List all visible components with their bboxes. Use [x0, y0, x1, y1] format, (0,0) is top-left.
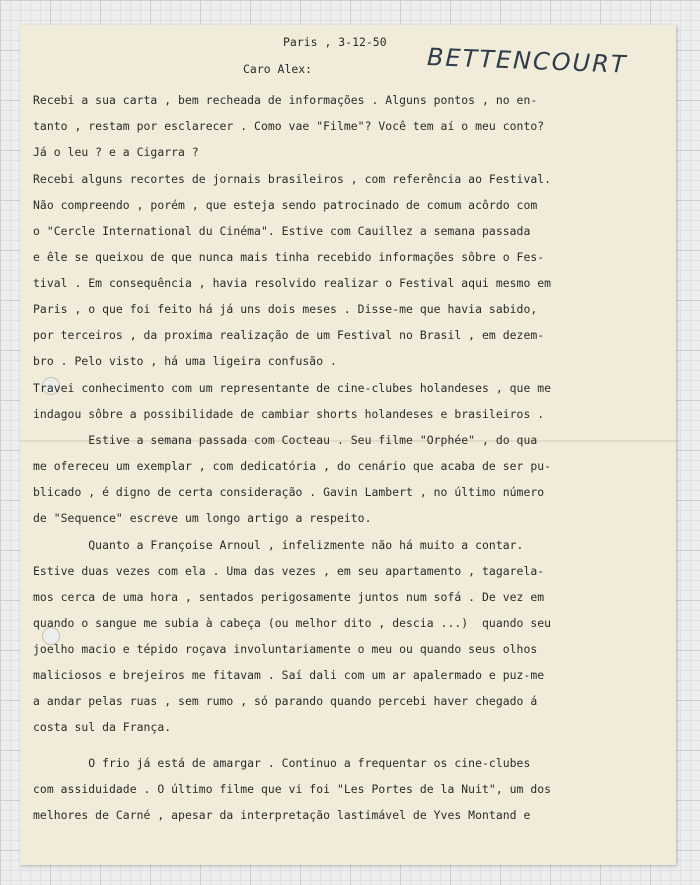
salutation: Caro Alex:: [243, 62, 313, 76]
letter-line: tanto , restam por esclarecer . Como vae "Filme"? Você tem aí o meu conto?: [33, 119, 545, 133]
place-date: Paris , 3-12-50: [283, 35, 387, 49]
letter-line: bro . Pelo visto , há uma ligeira confusão .: [33, 354, 337, 368]
typewritten-letter: [20, 25, 676, 865]
letter-line: blicado , é digno de certa consideração . Gavin Lambert , no último número: [33, 485, 545, 499]
letter-line: Paris , o que foi feito há já uns dois meses . Disse-me que havia sabido,: [33, 302, 538, 316]
letter-line: indagou sôbre a possibilidade de cambiar shorts holandeses e brasileiros .: [33, 407, 545, 421]
letter-line: o "Cercle International du Cinéma". Estive com Cauillez a semana passada: [33, 224, 531, 238]
letter-line: mos cerca de uma hora , sentados perigosamente juntos num sofá . De vez em: [33, 590, 545, 604]
letter-line: Estive a semana passada com Cocteau . Seu filme "Orphée" , do qua: [33, 433, 538, 447]
letter-line: tival . Em consequência , havia resolvido realizar o Festival aqui mesmo em: [33, 276, 552, 290]
letter-line: de "Sequence" escreve um longo artigo a respeito.: [33, 511, 372, 525]
letter-line: com assiduidade . O último filme que vi foi "Les Portes de la Nuit", um dos: [33, 782, 552, 796]
letter-line: por terceiros , da proxima realização de um Festival no Brasil , em dezem-: [33, 328, 545, 342]
letter-line: joelho macio e tépido roçava involuntariamente o meu ou quando seus olhos: [33, 642, 538, 656]
letter-line: Recebi alguns recortes de jornais brasileiros , com referência ao Festival.: [33, 172, 552, 186]
letter-line: Travei conhecimento com um representante de cine-clubes holandeses , que me: [33, 381, 552, 395]
letter-line: maliciosos e brejeiros me fitavam . Saí dali com um ar apalermado e puz-me: [33, 668, 545, 682]
letter-line: a andar pelas ruas , sem rumo , só parando quando percebi haver chegado á: [33, 694, 538, 708]
letter-line: melhores de Carné , apesar da interpretação lastimável de Yves Montand e: [33, 808, 531, 822]
letter-line: Não compreendo , porém , que esteja sendo patrocinado de comum acôrdo com: [33, 198, 538, 212]
letter-line: quando o sangue me subia à cabeça (ou melhor dito , descia ...) quando seu: [33, 616, 552, 630]
letter-line: Já o leu ? e a Cigarra ?: [33, 145, 199, 159]
letter-line: me ofereceu um exemplar , com dedicatória , do cenário que acaba de ser pu-: [33, 459, 552, 473]
letter-line: Quanto a Françoise Arnoul , infelizmente não há muito a contar.: [33, 538, 524, 552]
letter-line: costa sul da França.: [33, 720, 172, 734]
handwritten-name: BETTENCOURT: [426, 43, 629, 79]
letter-line: e êle se queixou de que nunca mais tinha recebido informações sôbre o Fes-: [33, 250, 545, 264]
letter-line: O frio já está de amargar . Continuo a frequentar os cine-clubes: [33, 756, 531, 770]
letter-line: Estive duas vezes com ela . Uma das vezes , em seu apartamento , tagarela-: [33, 564, 545, 578]
letter-line: Recebi a sua carta , bem recheada de informações . Alguns pontos , no en-: [33, 93, 538, 107]
